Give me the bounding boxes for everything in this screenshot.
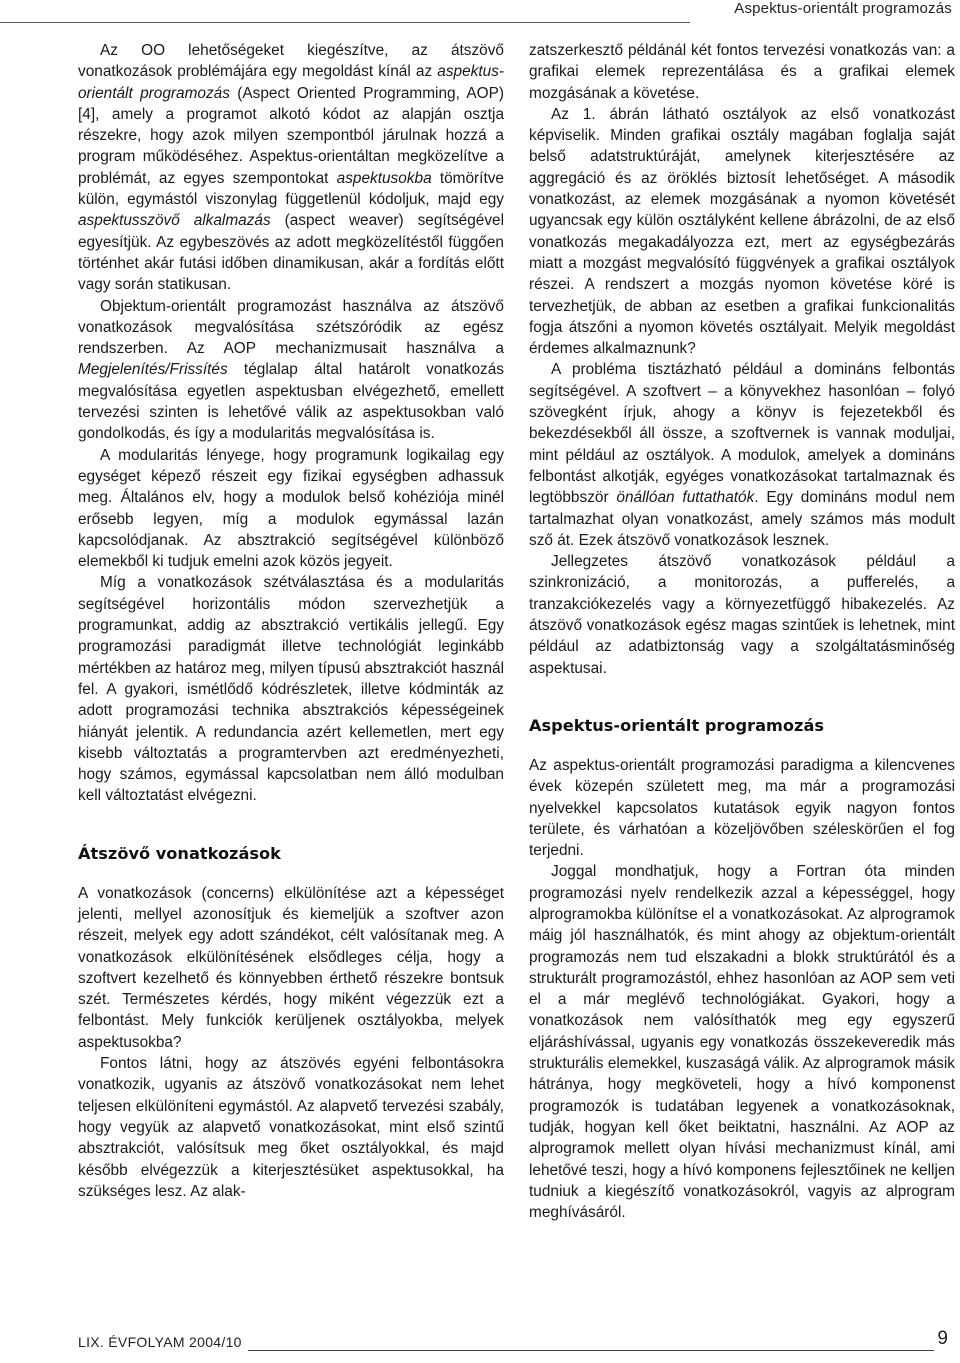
- text-run: tömörítve külön, egymástól viszonylag függetlenül kódoljuk, majd egy: [78, 169, 504, 209]
- paragraph: Míg a vonatkozások szétválasztása és a modularitás segítségével horizontális módon szervezhetjük a programunkat, addig az absztrakció vertikális jellegű. Egy programozási paradigmát illetve technológiát leginkább mértékben az határoz meg, milyen típusú absztrakciót használ fel. A gyakori, ismétlődő kódrészletek, illetve kódminták az adott programozási technika absztrakciós képességeinek hiányát jelentik. A redundancia azért kellemetlen, mert egy kisebb változtatás a programtervben azt eredményezheti, hogy számos, egymással kapcsolatban nem álló modulban kell változtatást elvégezni.: [78, 574, 505, 805]
- left-column: [78, 40, 504, 1202]
- header-rule: [0, 22, 690, 23]
- emphasis-text: Megjelenítés/Frissítés: [78, 361, 228, 379]
- paragraph: Az 1. ábrán látható osztályok az első vonatkozást képviselik. Minden grafikai osztály magában foglalja saját belső adatstruktúráját, amelynek kiterjesztésére az aggregáció és az öröklés biztosít lehetőséget. A második vonatkozást, az elemek mozgásának a nyomon követését ugyancsak egy külön osztályként kellene ábrázolni, de az első vonatkozás megakadályozza ezt, mert az egységbezárás miatt a mozgást megvalósító függvények a grafikai osztályok részei. A rendszert a mozgás nyomon követése köré is tervezhetjük, de abban az esetben a grafikai funkcionalitás fogja átszőni a nyomon követés osztályait. Melyik megoldást érdemes alkalmaznunk?: [529, 105, 955, 358]
- paragraph: [529, 359, 955, 551]
- right-column: [529, 40, 955, 1223]
- text-run: A probléma tisztázható például a domináns felbontás segítségével. A szoftvert – a könyvekhez hasonlóan – folyó szövegként írjuk, ahogy a könyv is fejezetekből és bekezdésekből áll össze, a szoftvernek is vannak moduljai, mint például az osztályok. A modulok, amelyek a domináns felbontást alkotják, egyéges vonatkozásokat tartalmaznak és legtöbbször: [529, 361, 955, 507]
- paragraph: Fontos látni, hogy az átszövés egyéni felbontásokra vonatkozik, ugyanis az átszövő vonatkozásokat nem lehet teljesen elkülöníteni egymástól. Az alapvető tervezési szabály, hogy vegyük az alapvető vonatkozásokat, mint első szintű absztrakciót, valósítsuk meg őket osztályokkal, és majd később elvégezzük a kiterjesztésüket aspektusokkal, ha szükséges lesz. Az alak-: [78, 1055, 504, 1200]
- text-run: . Egy domináns modul nem tartalmazhat olyan vonatkozást, amely számos más modult sző át. Ezek átszövő vonatkozások lesznek.: [529, 489, 955, 549]
- emphasis-text: aspektusokba: [336, 169, 432, 187]
- text-run: Objektum-orientált programozást használva az átszövő vonatkozások megvalósítása szétszóródik az egész rendszerben. Az AOP mechanizmusait használva a: [78, 297, 504, 358]
- paragraph: Az aspektus-orientált programozási paradigma a kilencvenes évek közepén született meg, ma már a programozási nyelvekkel kapcsolatos kutatások egyik nagyon fontos területe, és várhatóan a közeljövőben széleskörűen el fog terjedni.: [529, 756, 955, 860]
- text-run: (aspect weaver) segítségével egyesítjük. Az egybeszövés az adott megközelítéstől függően történhet akár futási időben dinamikusan, akár a fordítás előtt vagy során statikusan.: [78, 212, 504, 294]
- paragraph: A vonatkozások (concerns) elkülönítése azt a képességet jelenti, mellyel azonosítjuk és kiemeljük a szoftver azon részeit, melyek egy adott szándékot, célt valósítanak meg. A vonatkozások elkülönítésének elsődleges célja, hogy a szoftvert kezelhető és könnyebben érthető részekre bontsuk szét. Természetes kérdés, hogy miként végezzük ezt a felbontást. Mely funkciók kerüljenek osztályokba, melyek aspektusokba?: [78, 884, 504, 1051]
- footer-volume: LIX. ÉVFOLYAM 2004/10: [78, 1334, 242, 1350]
- paragraph: Joggal mondhatjuk, hogy a Fortran óta minden programozási nyelv rendelkezik azzal a képességgel, hogy alprogramokba különítse el a vonatkozásokat. Az alprogramok máig jól használhatók, és mint ahogy az objektum-orientált programozás nem tud elszakadni a blokk struktúrától és a strukturált programozástól, ehhez hasonlóan az AOP sem veti el a már meglévő technológiákat. Gyakori, hogy a vonatkozások nem valósíthatók meg egy egyszerű eljáráshívással, ugyanis egy vonatkozás összekeveredik más strukturális elemekkel, kuszaságá válik. Az alprogramok másik hátránya, hogy megköveteli, hogy a hívó komponenst programozók is tudatában legyenek a vonatkozásoknak, tudják, hogyan kell őket beiktatni, használni. Az AOP az alprogramok mellett olyan hívási mechanizmust kínál, ami lehetővé teszi, hogy a hívó komponens fejlesztőinek ne kelljen tudniuk a kiegészítő vonatkozásokról, vagyis az alprogram meghívásáról.: [529, 863, 955, 1222]
- section-heading: Átszövő vonatkozások: [78, 843, 281, 863]
- text-run: Az OO lehetőségeket kiegészítve, az átszövő vonatkozások problémájára egy megoldást kínál az: [78, 42, 504, 81]
- paragraph: Jellegzetes átszövő vonatkozások például a szinkronizáció, a monitorozás, a pufferelés, a tranzakciókezelés vagy a környezetfüggő hibakezelés. Az átszövő vonatkozások egész magas szintűek is lehetnek, mint például az adatbiztonság vagy a szolgáltatásminőség aspektusai.: [529, 553, 955, 677]
- text-run: (Aspect Oriented Programming, AOP) [4], amely a programot alkotó kódot az alapján osztja részekre, hogy azok milyen szempontból járulnak hozzá a program működéséhez. Aspektus-orientáltan megközelítve a problémát, az egyes szempontokat: [78, 84, 504, 187]
- paragraph: zatszerkesztő példánál két fontos tervezési vonatkozás van: a grafikai elemek reprezentálása és a grafikai elemek mozgásának a követése.: [529, 42, 955, 102]
- paragraph: [78, 296, 504, 445]
- emphasis-text: aspektus-orientált programozás: [78, 63, 504, 102]
- section-heading: Aspektus-orientált programozás: [529, 715, 825, 735]
- emphasis-text: önállóan futtathatók: [616, 489, 755, 507]
- text-run: téglalap által határolt vonatkozás megvalósítása egyetlen aspektusban elvégezhető, emellett tervezési szinten is lehetővé válik az aspektusokban való gondolkodás, és így a modularitás megvalósítása is.: [78, 361, 504, 443]
- paragraph: [78, 40, 504, 296]
- page-number: 9: [937, 1328, 948, 1349]
- running-header: Aspektus-orientált programozás: [734, 0, 952, 17]
- emphasis-text: aspektusszövő alkalmazás: [78, 212, 271, 230]
- footer-rule: [248, 1350, 934, 1351]
- paragraph: A modularitás lényege, hogy programunk logikailag egy egységet képező részeit egy fizikai egységben adhassuk meg. Általános elv, hogy a modulok belső kohéziója minél erősebb legyen, míg a modulok egymással lazán kapcsolódjanak. Az absztrakció segítségével különböző elemekből ki tudjuk emelni azok közös jegyeit.: [78, 446, 504, 571]
